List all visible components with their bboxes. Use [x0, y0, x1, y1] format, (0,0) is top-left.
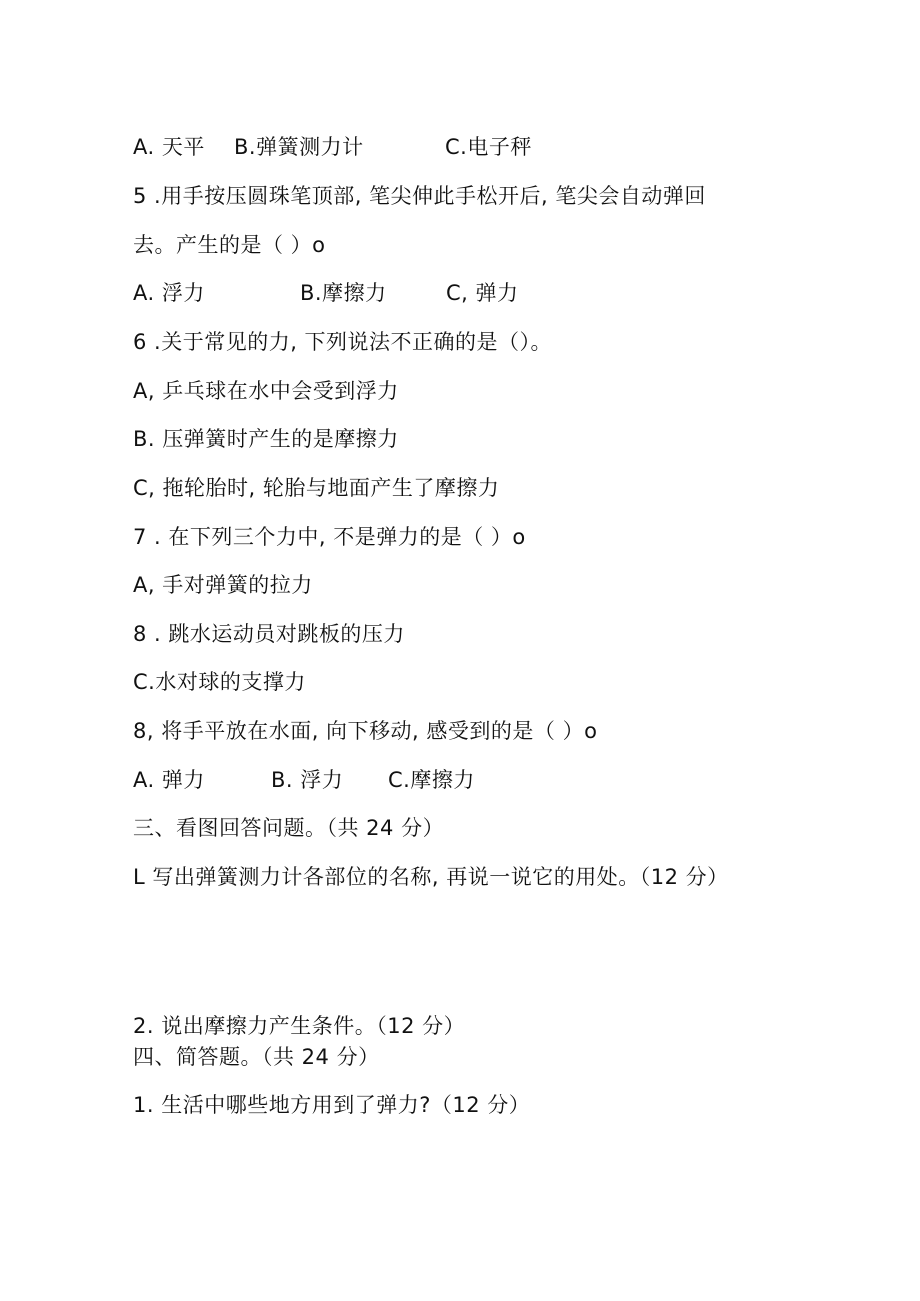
option-b: B. 浮力 — [271, 768, 344, 792]
q7-option-b: 8 . 跳水运动员对跳板的压力 — [133, 622, 405, 646]
section-3-question-1: L 写出弹簧测力计各部位的名称, 再说一说它的用处。（12 分） — [133, 865, 729, 889]
option-b: B.摩擦力 — [300, 281, 387, 305]
option-a: A. 天平 — [133, 135, 205, 159]
q7-option-a: A, 手对弹簧的拉力 — [133, 573, 313, 597]
option-c: C.电子秤 — [445, 135, 532, 159]
q6-option-b: B. 压弹簧时产生的是摩擦力 — [133, 427, 399, 451]
section-4-question-1: 1. 生活中哪些地方用到了弹力?（12 分） — [133, 1093, 531, 1117]
question-7: 7 . 在下列三个力中, 不是弹力的是（ ）o — [133, 525, 526, 549]
option-a: A. 浮力 — [133, 281, 205, 305]
question-8: 8, 将手平放在水面, 向下移动, 感受到的是（ ）o — [133, 719, 598, 743]
q6-option-c: C, 拖轮胎时, 轮胎与地面产生了摩擦力 — [133, 476, 500, 500]
q6-option-a: A, 乒乓球在水中会受到浮力 — [133, 379, 399, 403]
option-b: B.弹簧测力计 — [234, 135, 364, 159]
option-c: C, 弹力 — [446, 281, 519, 305]
question-5-line-2: 去。产生的是（ ）o — [133, 233, 326, 257]
question-5-line-1: 5 .用手按压圆珠笔顶部, 笔尖伸此手松开后, 笔尖会自动弹回 — [133, 184, 706, 208]
question-6: 6 .关于常见的力, 下列说法不正确的是（）。 — [133, 330, 553, 354]
section-4-heading: 四、简答题。（共 24 分） — [133, 1045, 380, 1069]
option-c: C.摩擦力 — [388, 768, 475, 792]
q7-option-c: C.水对球的支撑力 — [133, 670, 306, 694]
option-a: A. 弹力 — [133, 768, 205, 792]
section-3-heading: 三、看图回答问题。（共 24 分） — [133, 816, 445, 840]
section-3-question-2: 2. 说出摩擦力产生条件。（12 分） — [133, 1014, 466, 1038]
